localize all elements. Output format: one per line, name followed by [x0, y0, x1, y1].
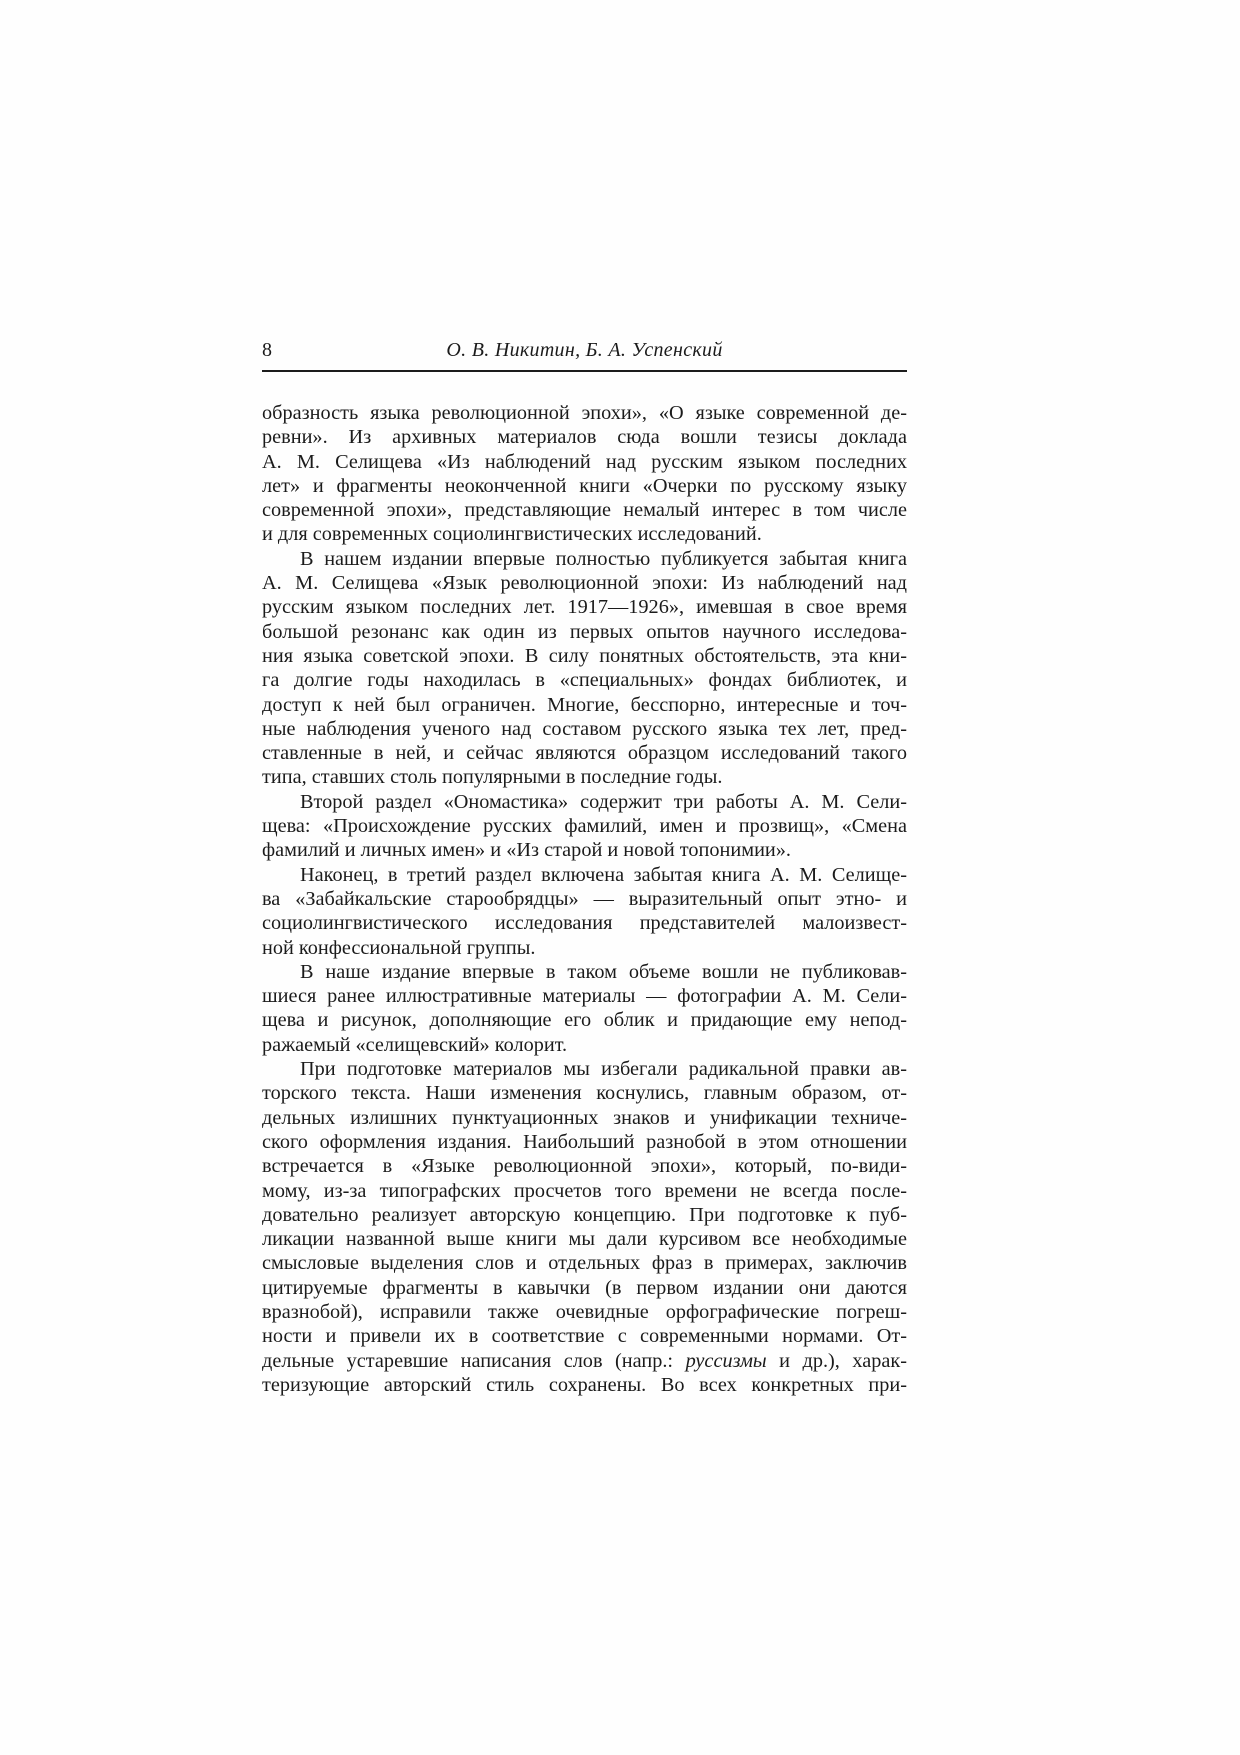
text-line: га долгие годы находилась в «специальных» фондах библиотек, и: [262, 669, 907, 692]
text-line: цитируемые фрагменты в кавычки (в первом издании они даются: [262, 1276, 907, 1299]
text-line: вразнобой), исправили также очевидные орфографические погреш-: [262, 1300, 907, 1323]
text-line: Второй раздел «Ономастика» содержит три работы А. М. Сели-: [300, 790, 907, 813]
text-line: ной конфессиональной группы.: [262, 936, 536, 959]
text-line: доступ к ней был ограничен. Многие, бесспорно, интересные и точ-: [262, 693, 907, 716]
body-paragraph: [262, 790, 907, 863]
text-line: встречается в «Языке революционной эпохи», который, по-види-: [262, 1155, 907, 1178]
text-line: смысловые выделения слов и отдельных фраз в примерах, заключив: [262, 1252, 907, 1275]
text-line: ского оформления издания. Наибольший разнобой в этом отношении: [262, 1130, 907, 1153]
text-line: современной эпохи», представляющие немалый интерес в том числе: [262, 499, 907, 522]
text-line: русским языком последних лет. 1917—1926», имевшая в свое время: [262, 596, 907, 619]
text-line: фамилий и личных имен» и «Из старой и новой топонимии».: [262, 839, 791, 862]
page-number: 8: [262, 339, 272, 361]
text-line: ва «Забайкальские старообрядцы» — выразительный опыт этно- и: [262, 887, 907, 910]
text-column: [262, 338, 907, 1397]
body-paragraph: [262, 863, 907, 960]
italic-term: руссизмы: [685, 1349, 767, 1372]
text-line: лет» и фрагменты неоконченной книги «Очерки по русскому языку: [262, 474, 907, 497]
text-line: щева: «Происхождение русских фамилий, имен и прозвищ», «Смена: [262, 815, 907, 838]
text-line: ражаемый «селищевский» колорит.: [262, 1033, 568, 1056]
text-line: ные наблюдения ученого над составом русского языка тех лет, пред-: [262, 717, 907, 740]
text-line: теризующие авторский стиль сохранены. Во всех конкретных при-: [262, 1373, 907, 1396]
text-line: В наше издание впервые в таком объеме вошли не публиковав-: [300, 960, 907, 983]
header-rule: [262, 370, 907, 372]
text-line: довательно реализует авторскую концепцию. При подготовке к пуб-: [262, 1203, 907, 1226]
text-line: ставленные в ней, и сейчас являются образцом исследований такого: [262, 742, 907, 765]
text-line: большой резонанс как один из первых опытов научного исследова-: [262, 620, 907, 643]
body-paragraph: [262, 1057, 907, 1397]
text-line: типа, ставших столь популярными в последние годы.: [262, 766, 723, 789]
text-line: ния языка советской эпохи. В силу понятных обстоятельств, эта кни-: [262, 644, 907, 667]
text-line: дельные устаревшие написания слов (напр.: руссизмы и др.), харак-: [262, 1349, 907, 1372]
text-line: При подготовке материалов мы избегали радикальной правки ав-: [300, 1058, 907, 1081]
body-paragraph: [262, 547, 907, 790]
text-line: ликации названной выше книги мы дали курсивом все необходимые: [262, 1228, 907, 1251]
text-line: мому, из-за типографских просчетов того времени не всегда после-: [262, 1179, 907, 1202]
text-line: образность языка революционной эпохи», «О языке современной де-: [262, 402, 907, 424]
text-line: В нашем издании впервые полностью публикуется забытая книга: [300, 547, 907, 570]
text-line: ности и привели их в соответствие с современными нормами. От-: [262, 1325, 907, 1348]
text-line: шиеся ранее иллюстративные материалы — фотографии А. М. Сели-: [262, 985, 907, 1008]
running-header: [262, 338, 907, 362]
text-line: ревни». Из архивных материалов сюда вошли тезисы доклада: [262, 426, 907, 449]
text-line: А. М. Селищева «Из наблюдений над русским языком последних: [262, 450, 907, 473]
text-line: А. М. Селищева «Язык революционной эпохи: Из наблюдений над: [262, 572, 907, 595]
text-line: Наконец, в третий раздел включена забытая книга А. М. Селище-: [300, 863, 907, 886]
text-line: социолингвистического исследования представителей малоизвест-: [262, 912, 907, 935]
text-line: дельных излишних пунктуационных знаков и унификации техниче-: [262, 1106, 907, 1129]
body-paragraph: [262, 401, 907, 547]
text-line: и для современных социолингвистических исследований.: [262, 523, 762, 546]
body-paragraph: [262, 960, 907, 1057]
running-title: О. В. Никитин, Б. А. Успенский: [446, 339, 723, 361]
text-line: щева и рисунок, дополняющие его облик и придающие ему непод-: [262, 1009, 907, 1032]
text-line: торского текста. Наши изменения коснулись, главным образом, от-: [262, 1082, 907, 1105]
page-body: [262, 401, 907, 1397]
